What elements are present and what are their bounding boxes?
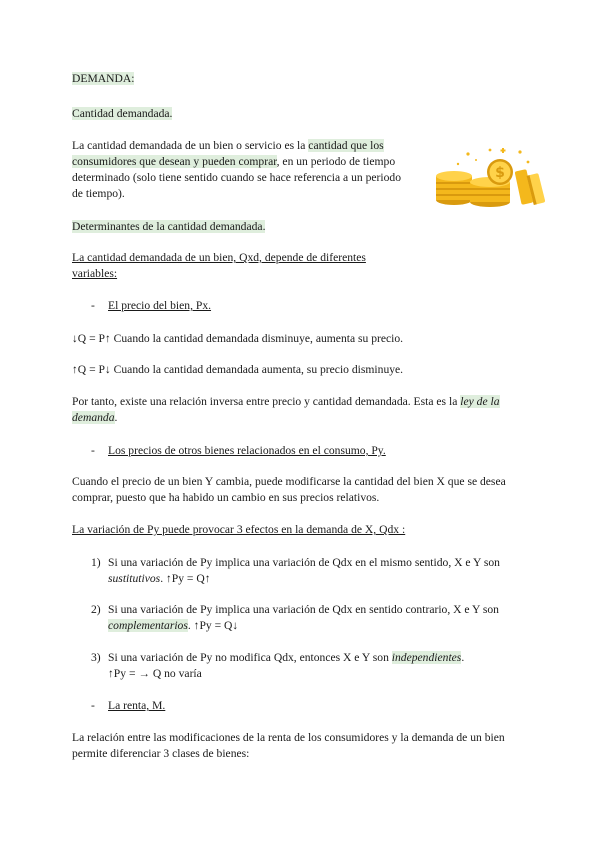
bullet-item-precio: El precio del bien, Px. — [108, 299, 212, 312]
svg-text:$: $ — [495, 165, 505, 181]
bullet-dash: - — [91, 699, 95, 712]
effects-heading: La variación de Py puede provocar 3 efectos en la demanda de X, Qdx : — [72, 523, 406, 536]
rule-quantity-up: ↑Q = P↓ Cuando la cantidad demandada aumenta, su precio disminuye. — [72, 363, 404, 376]
definition-paragraph: La cantidad demandada de un bien o servicio es la cantidad que los consumidores que desean y pueden comprar, en un periodo de tiempo determinado (solo tiene sentido cuando se hace referencia a un periodo de tiempo). — [72, 139, 401, 200]
related-goods-paragraph: Cuando el precio de un bien Y cambia, puede modificarse la cantidad del bien X que se desea comprar, puesto que ha habido un cambio en sus precios relativos. — [72, 475, 506, 504]
law-of-demand-paragraph: Por tanto, existe una relación inversa entre precio y cantidad demandada. Esta es la ley de la demanda. — [72, 395, 500, 424]
gold-coins-icon — [432, 146, 548, 208]
bullet-dash: - — [91, 444, 95, 457]
section-heading-determinantes: Determinantes de la cantidad demandada. — [72, 220, 266, 233]
effect-item-independientes: Si una variación de Py no modifica Qdx, entonces X e Y son independientes. ↑Py = → Q no varía — [108, 651, 465, 680]
effect-number: 3) — [91, 651, 101, 664]
income-paragraph: La relación entre las modificaciones de la renta de los consumidores y la demanda de un bien permite diferenciar 3 clases de bienes: — [72, 731, 505, 760]
effect-item-sustitutivos: Si una variación de Py implica una variación de Qdx en el mismo sentido, X e Y son sustitutivos. ↑Py = Q↑ — [108, 556, 500, 585]
effect-item-complementarios: Si una variación de Py implica una variación de Qdx en sentido contrario, X e Y son complementarios. ↑Py = Q↓ — [108, 603, 499, 632]
section-heading-cantidad: Cantidad demandada. — [72, 107, 173, 120]
effect-number: 2) — [91, 603, 101, 616]
bullet-dash: - — [91, 299, 95, 312]
rule-quantity-down: ↓Q = P↑ Cuando la cantidad demandada disminuye, aumenta su precio. — [72, 332, 404, 345]
bullet-item-renta: La renta, M. — [108, 699, 166, 712]
depends-paragraph: La cantidad demandada de un bien, Qxd, depende de diferentes variables: — [72, 251, 366, 280]
effect-number: 1) — [91, 556, 101, 569]
bullet-item-otros-bienes: Los precios de otros bienes relacionados en el consumo, Py. — [108, 444, 386, 457]
page-title: DEMANDA: — [72, 72, 135, 85]
